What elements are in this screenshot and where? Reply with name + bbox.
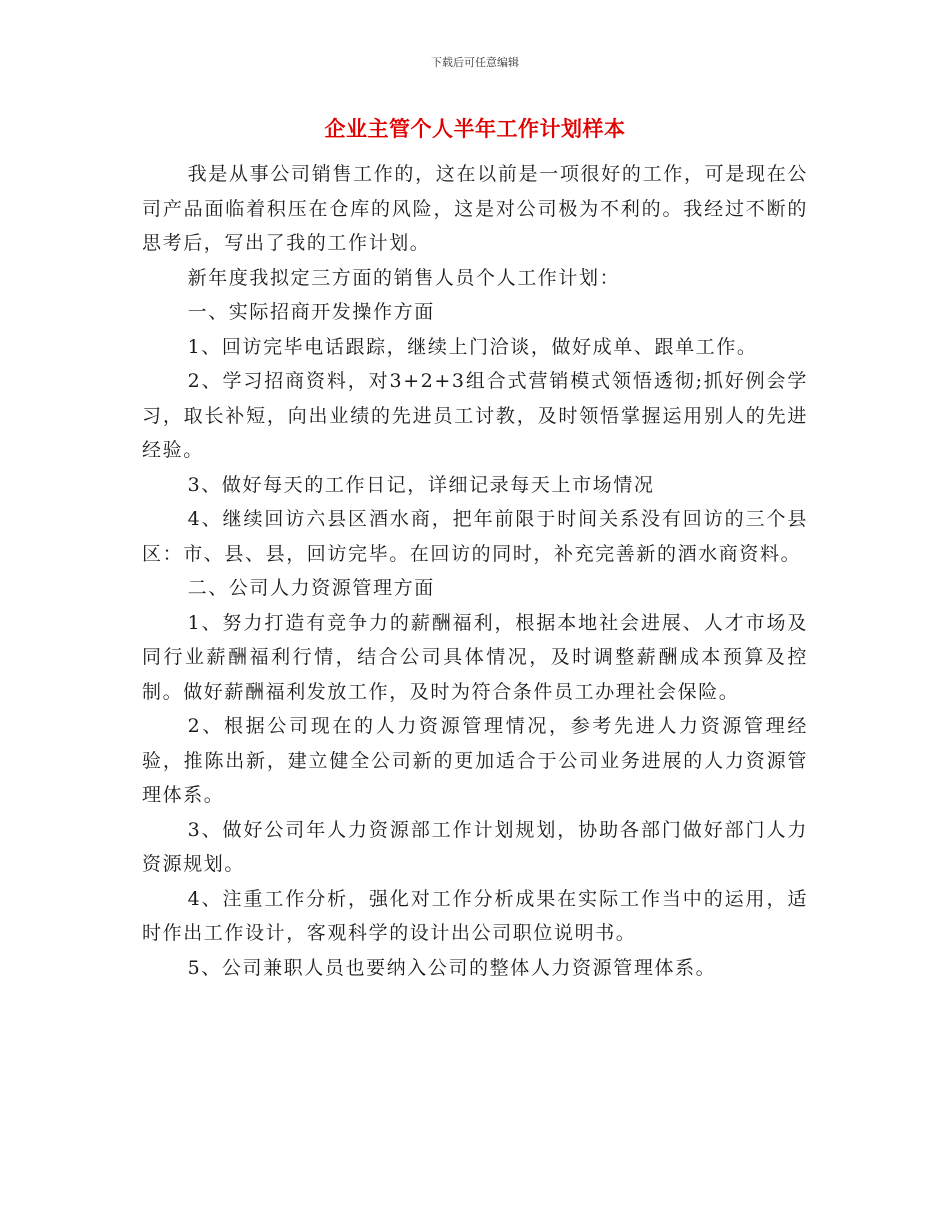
paragraph-plan-overview: 新年度我拟定三方面的销售人员个人工作计划： [187, 266, 621, 289]
list-item: 3、做好每天的工作日记，详细记录每天上市场情况 [187, 473, 655, 496]
list-item: 1、回访完毕电话跟踪，继续上门洽谈，做好成单、跟单工作。 [187, 335, 758, 358]
list-item: 4、注重工作分析，强化对工作分析成果在实际工作当中的运用，适时作出工作设计，客观科学的设计出公司职位说明书。 [142, 887, 808, 944]
list-item: 3、做好公司年人力资源部工作计划规划，协助各部门做好部门人力资源规划。 [142, 818, 808, 875]
list-item: 4、继续回访六县区酒水商，把年前限于时间关系没有回访的三个县区：市、县、县，回访完毕。在回访的同时，补充完善新的酒水商资料。 [142, 508, 808, 565]
document-body [142, 157, 808, 985]
list-item: 1、努力打造有竞争力的薪酬福利，根据本地社会进展、人才市场及同行业薪酬福利行情，结合公司具体情况，及时调整薪酬成本预算及控制。做好薪酬福利发放工作，及时为符合条件员工办理社会保险。 [142, 611, 808, 703]
section-heading-2: 二、公司人力资源管理方面 [187, 577, 435, 599]
header-note: 下载后可任意编辑 [431, 56, 519, 69]
document-title: 企业主管个人半年工作计划样本 [324, 116, 626, 141]
paragraph-intro: 我是从事公司销售工作的，这在以前是一项很好的工作，可是现在公司产品面临着积压在仓库的风险，这是对公司极为不利的。我经过不断的思考后，写出了我的工作计划。 [142, 163, 808, 254]
list-item: 2、学习招商资料，对3+2+3组合式营销模式领悟透彻;抓好例会学习，取长补短，向出业绩的先进员工讨教，及时领悟掌握运用别人的先进经验。 [142, 370, 808, 461]
list-item: 5、公司兼职人员也要纳入公司的整体人力资源管理体系。 [187, 956, 717, 979]
list-item: 2、根据公司现在的人力资源管理情况，参考先进人力资源管理经验，推陈出新，建立健全公司新的更加适合于公司业务进展的人力资源管理体系。 [142, 715, 808, 806]
section-heading-1: 一、实际招商开发操作方面 [187, 301, 435, 323]
